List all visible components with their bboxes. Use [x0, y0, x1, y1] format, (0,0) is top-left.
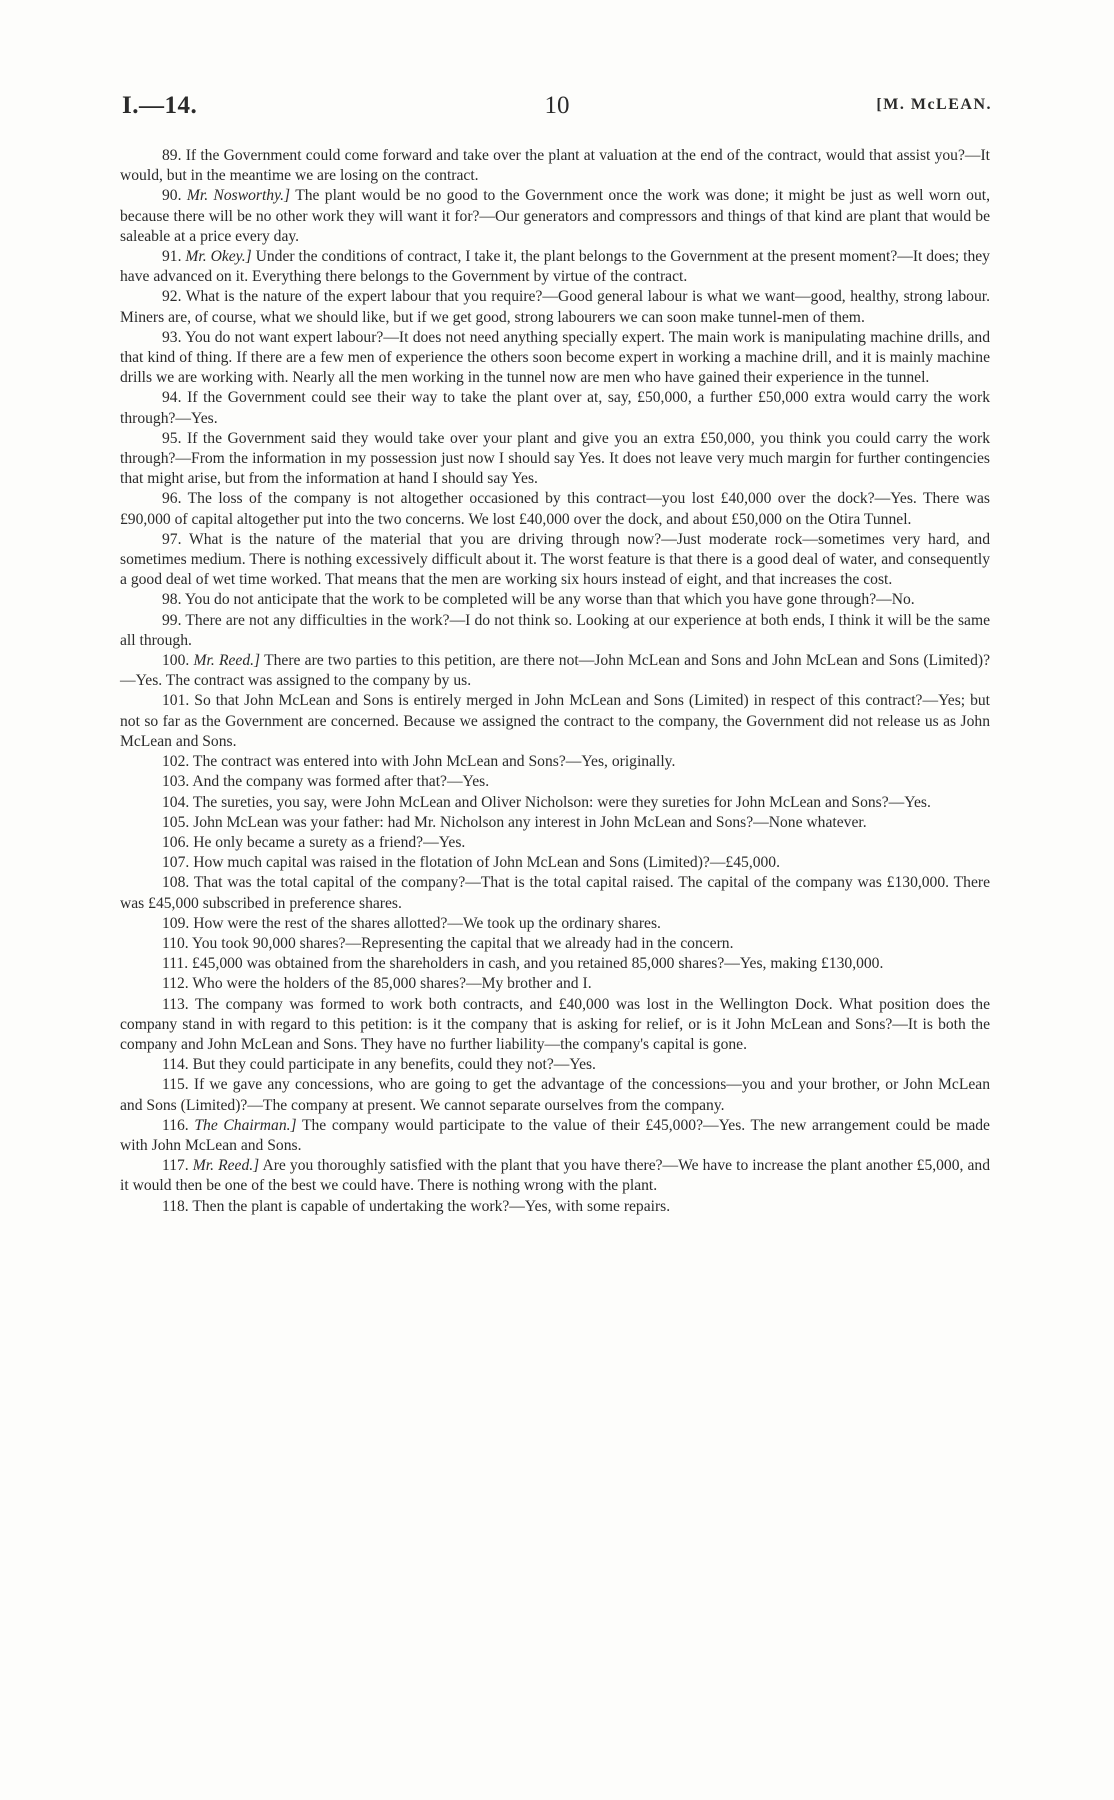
- question-number: 111.: [162, 955, 189, 973]
- testimony-paragraph: [120, 1116, 990, 1156]
- paragraph-text: Under the conditions of contract, I take it, the plant belongs to the Government at the present moment?—It does; they have advanced on it. Everything there belongs to the Government by virtue of the contract.: [120, 248, 990, 286]
- paragraph-text: The contract was entered into with John McLean and Sons?—Yes, originally.: [192, 753, 676, 771]
- testimony-paragraph: [120, 388, 990, 428]
- question-number: 97.: [162, 530, 182, 548]
- testimony-paragraph: [120, 1197, 990, 1217]
- question-number: 104.: [162, 793, 190, 811]
- paragraph-text: There are two parties to this petition, are there not—John McLean and Sons and John McLean and Sons (Limited)?—Yes. The contract was assigned to the company by us.: [120, 652, 991, 690]
- question-number: 100.: [162, 652, 190, 670]
- testimony-paragraph: [120, 793, 990, 813]
- testimony-paragraph: [120, 247, 990, 287]
- paragraph-text: He only became a surety as a friend?—Yes.: [193, 833, 466, 851]
- question-number: 96.: [162, 490, 182, 508]
- paragraph-text: How much capital was raised in the flotation of John McLean and Sons (Limited)?—£45,000.: [193, 854, 781, 872]
- testimony-paragraph: [120, 287, 990, 327]
- paragraph-text: But they could participate in any benefits, could they not?—Yes.: [192, 1056, 596, 1074]
- testimony-paragraph: [120, 146, 990, 186]
- question-number: 106.: [162, 833, 190, 851]
- paragraph-text: You do not want expert labour?—It does not need anything specially expert. The main work is manipulating machine drills, and that kind of thing. If there are a few men of experience the others soon become expert in working a machine drill, and it is mainly machine drills we are working with. Nearly all the men working in the tunnel now are men who have gained their experience in the tunnel.: [120, 328, 990, 387]
- question-number: 116.: [162, 1116, 189, 1134]
- witness-name: [M. McLEAN.: [876, 96, 992, 113]
- question-number: 113.: [162, 995, 189, 1013]
- paragraph-text: The company was formed to work both contracts, and £40,000 was lost in the Wellington Dock. What position does the company stand in with regard to this petition: is it the company that is asking for relief, or is it John McLean and Sons?—It is both the company and John McLean and Sons. They have no further liability—the company's capital is gone.: [120, 995, 990, 1053]
- question-number: 101.: [162, 692, 190, 710]
- question-number: 110.: [162, 934, 189, 952]
- testimony-paragraph: [120, 651, 990, 691]
- question-number: 115.: [162, 1076, 189, 1094]
- testimony-paragraph: [120, 1075, 990, 1115]
- testimony-paragraph: [120, 833, 990, 853]
- question-number: 117.: [162, 1157, 189, 1175]
- speaker-label: Mr. Okey.]: [185, 248, 252, 266]
- paragraph-text: If we gave any concessions, who are going to get the advantage of the concessions—you and your brother, or John McLean and Sons (Limited)?—The company at present. We cannot separate ourselves from the company.: [120, 1076, 990, 1114]
- paragraph-text: If the Government said they would take over your plant and give you an extra £50,000, you think you could carry the work through?—From the information in my possession just now I should say Yes. It does not leave very much margin for further contingencies that might arise, but from the information at hand I should say Yes.: [120, 429, 990, 488]
- testimony-paragraph: [120, 914, 990, 934]
- question-number: 90.: [162, 187, 182, 205]
- paragraph-text: The plant would be no good to the Government once the work was done; it might be just as well worn out, because there will be no other work they will want it for?—Our generators and compressors and things of that kind are plant that would be saleable at a price every day.: [120, 187, 990, 245]
- paragraph-text: And the company was formed after that?—Yes.: [192, 773, 490, 791]
- paragraph-text: The sureties, you say, were John McLean and Oliver Nicholson: were they sureties for John McLean and Sons?—Yes.: [192, 793, 931, 811]
- testimony-paragraph: [120, 954, 990, 974]
- question-number: 91.: [162, 248, 182, 266]
- testimony-paragraph: [120, 1156, 990, 1196]
- question-number: 95.: [162, 429, 182, 447]
- testimony-paragraph: [120, 752, 990, 772]
- question-number: 107.: [162, 854, 190, 872]
- paragraph-text: So that John McLean and Sons is entirely merged in John McLean and Sons (Limited) in respect of this contract?—Yes; but not so far as the Government are concerned. Because we assigned the contract to the company, the Government did not release us as John McLean and Sons.: [120, 692, 990, 750]
- testimony-paragraph: [120, 853, 990, 873]
- page-header: [122, 92, 992, 132]
- testimony-paragraph: [120, 934, 990, 954]
- paragraph-text: That was the total capital of the company?—That is the total capital raised. The capital of the company was £130,000. There was £45,000 subscribed in preference shares.: [120, 874, 990, 912]
- paragraph-text: You took 90,000 shares?—Representing the capital that we already had in the concern.: [192, 934, 734, 952]
- question-number: 109.: [162, 914, 190, 932]
- paragraph-text: What is the nature of the material that you are driving through now?—Just moderate rock—sometimes very hard, and sometimes medium. There is nothing excessively difficult about it. The worst feature is that there is a good deal of water, and consequently a good deal of wet time worked. That means that the men are working six hours instead of eight, and that increases the cost.: [120, 530, 990, 589]
- testimony-paragraph: [120, 974, 990, 994]
- testimony-paragraph: [120, 813, 990, 833]
- paragraph-text: Are you thoroughly satisfied with the plant that you have there?—We have to increase the plant another £5,000, and it would then be one of the best we could have. There is nothing wrong with the plant.: [120, 1157, 991, 1195]
- parliamentary-paper-ref: I.—14.: [122, 92, 198, 119]
- testimony-paragraph: [120, 489, 990, 529]
- question-number: 99.: [162, 611, 182, 629]
- question-number: 98.: [162, 591, 182, 609]
- paragraph-text: There are not any difficulties in the work?—I do not think so. Looking at our experience at both ends, I think it will be the same all through.: [120, 611, 990, 649]
- question-number: 103.: [162, 773, 190, 791]
- testimony-paragraph: [120, 530, 990, 591]
- question-number: 108.: [162, 874, 190, 892]
- paragraph-text: How were the rest of the shares allotted?—We took up the ordinary shares.: [193, 914, 661, 932]
- testimony-paragraph: [120, 772, 990, 792]
- testimony-paragraph: [120, 186, 990, 247]
- testimony-paragraph: [120, 611, 990, 651]
- question-number: 112.: [162, 975, 189, 993]
- paragraph-text: Who were the holders of the 85,000 shares?—My brother and I.: [192, 975, 592, 993]
- page-number: 10: [544, 92, 570, 119]
- testimony-paragraph: [120, 1055, 990, 1075]
- question-number: 92.: [162, 288, 182, 306]
- speaker-label: Mr. Reed.]: [193, 652, 261, 670]
- speaker-label: Mr. Nosworthy.]: [186, 187, 291, 205]
- testimony-paragraph: [120, 873, 990, 913]
- paragraph-text: £45,000 was obtained from the shareholders in cash, and you retained 85,000 shares?—Yes, making £130,000.: [192, 955, 884, 973]
- paragraph-text: You do not anticipate that the work to be completed will be any worse than that which you have gone through?—No.: [184, 591, 915, 609]
- question-number: 89.: [162, 147, 182, 164]
- testimony-body: [120, 146, 990, 1217]
- speaker-label: The Chairman.]: [194, 1116, 297, 1134]
- paragraph-text: John McLean was your father: had Mr. Nicholson any interest in John McLean and Sons?—None whatever.: [193, 813, 867, 831]
- question-number: 93.: [162, 328, 182, 346]
- question-number: 105.: [162, 813, 190, 831]
- question-number: 102.: [162, 753, 190, 771]
- testimony-paragraph: [120, 429, 990, 490]
- paragraph-text: If the Government could see their way to take the plant over at, say, £50,000, a further £50,000 extra would carry the work through?—Yes.: [120, 389, 990, 427]
- question-number: 94.: [162, 389, 182, 407]
- speaker-label: Mr. Reed.]: [192, 1157, 260, 1175]
- testimony-paragraph: [120, 691, 990, 752]
- question-number: 118.: [162, 1197, 189, 1215]
- question-number: 114.: [162, 1056, 189, 1074]
- paragraph-text: The company would participate to the value of their £45,000?—Yes. The new arrangement could be made with John McLean and Sons.: [120, 1116, 990, 1154]
- paragraph-text: The loss of the company is not altogether occasioned by this contract—you lost £40,000 over the dock?—Yes. There was £90,000 of capital altogether put into the two concerns. We lost £40,000 over the dock, and about £50,000 on the Otira Tunnel.: [120, 490, 990, 528]
- testimony-paragraph: [120, 995, 990, 1056]
- paragraph-text: If the Government could come forward and take over the plant at valuation at the end of the contract, would that assist you?—It would, but in the meantime we are losing on the contract.: [120, 147, 991, 185]
- paragraph-text: What is the nature of the expert labour that you require?—Good general labour is what we want—good, healthy, strong labour. Miners are, of course, what we should like, but if we get good, strong labourers we can soon make tunnel-men of them.: [120, 288, 990, 326]
- testimony-paragraph: [120, 590, 990, 610]
- paragraph-text: Then the plant is capable of undertaking the work?—Yes, with some repairs.: [192, 1197, 671, 1215]
- testimony-paragraph: [120, 328, 990, 389]
